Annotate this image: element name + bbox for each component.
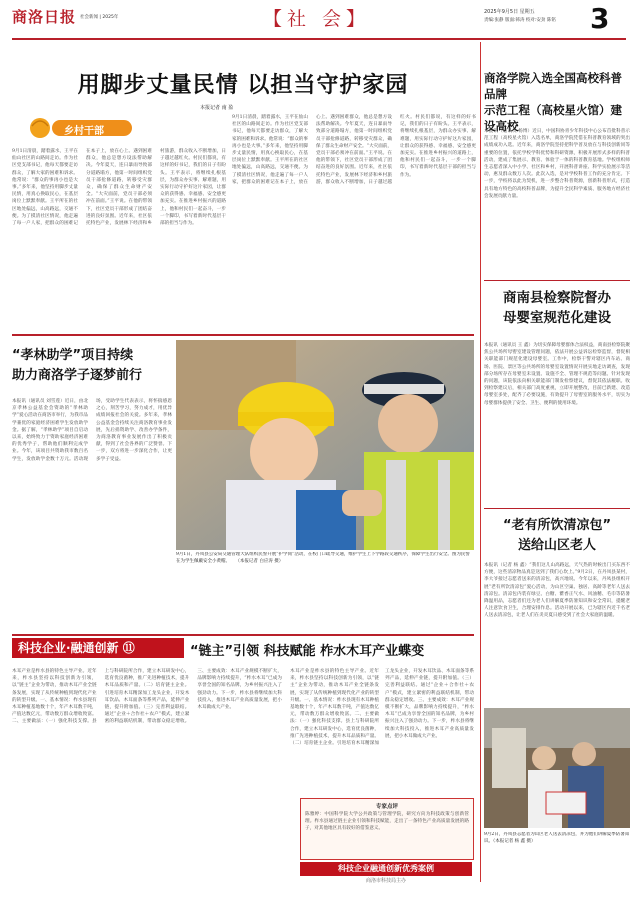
story-tech-body-cont: 木耳产业是柞水县的特色主导产业。近年来，柞水县坚持以科技创新为引领，以“链主”企业为带动，推动木耳产业全链条发展，实现了从传统种植到现代化产业的转型升级。一、基本情况：柞水县现有木耳种植基地数十个，年产木耳数千吨，产值达数亿元，带动数万群众增收致富。二、主要做法：（一）强化科技支撑。县上与科研院所合作，建立木耳研发中心，选育优良菌种，推广先进种植技术，提升木耳品质和产量。（二）培育链主企业。引进培育木耳精深加工龙头企业，开发木耳饮品、木耳面条等系列产品，延伸产业链，提升附加值。（三）完善利益联结。通过“企业＋合作社＋农户”模式，建立紧密的利益联结机制，带动群众稳定增收。三、主要成效：木耳产业规模不断扩大，品牌影响力持续提升，“柞水木耳”已成为享誉全国的知名品牌，为乡村振兴注入了强劲动力。下一步，柞水县将继续加大科技投入，推进木耳产业高质量发展，把小木耳做成大产业。 [290,669,474,747]
expert-body: 陈雅婷：中国科学院大学公共政策与管理学院，研究方向为科技政策与创新管理。柞水县通过链主企业引领和科技赋能，走出了一条特色产业高质量发展的路子，对其他地区具有较好的借鉴意义。 [305,812,469,832]
photo-caption-credit: （本报记者 白应涛 摄） [235,558,284,564]
photo-caption [176,552,474,588]
tech-series-banner [12,638,184,658]
elderly-photo [484,708,630,828]
story-scholarship-body: 本报讯（通讯员 刘雪莲）近日，由北京孝林公益基金会资助的“孝林助学”爱心活动在商洛市举行，为我市品学兼优的家庭经济困难学生发放助学金。据了解，“孝林助学”项目自启动以来，始终致力于资助家庭经济困难的优秀学子，帮助他们顺利完成学业。今年，该项目共资助我市数百名学生，发放助学金数十万元。活动现场，受助学生代表表示，将怀揣感恩之心，刻苦学习，努力成才，用优异成绩回报社会的关爱。多年来，孝林公益基金会持续关注商洛教育事业发展，先后捐资助学、改善办学条件，为商洛教育事业发展作出了积极贡献，得到了社会各界的广泛赞誉。下一步，双方将进一步深化合作，让更多学子受益。 [12,399,172,462]
story-cool-headline [484,516,630,556]
story-scholarship-headline-line1: “孝林助学”项目持续 [12,348,134,363]
story-cool-body: 本报讯（记者 杨 鑫）“我们这儿山高路远，天气热的时候出门买东西不方便，这些清凉物品真是送到了我们心坎上。”9月2日，在丹凤县某村，李大爷接过志愿者送来的清凉包，高兴地说。今年以来，丹凤县组织开展“老有所饮清凉包”爱心活动，为山区空巢、独居、高龄等老年人送去清凉包。清凉包内装有绿豆、白糖、藿香正气水、风油精、毛巾等防暑降温用品，志愿者们还为老人们讲解夏季防暑知识和安全常识，提醒老人注意饮食卫生，合理安排作息。活动开展以来，已为辖区内近千名老人送去清凉包，让老人们在炎炎夏日感受到了社会大家庭的温暖。 [484,563,630,619]
masthead-meta: 社会新闻 | 2025年 [80,15,119,20]
story-procuratorate-headline [484,288,630,328]
traffic-police-photo [176,340,474,550]
story-college-headline-line2: 示范工程（高校星火馆）建设高校 [484,103,622,133]
newspaper-logo: 商洛日报 [12,8,77,26]
story-procuratorate-headline-line1: 商南县检察院督办 [503,290,611,306]
story-scholarship-headline-line2: 助力商洛学子逐梦前行 [12,368,143,383]
story-walk-body-left: 9月1日清晨，踏着露水，王平在仙山社区的山路间走访。作为社区党支部书记，他每天都要走访群众，了解大家的困难和诉求。他常说：“群众的事再小也是大事。”多年来，他坚持用脚步丈量民情，用真心换取民心，在基层岗位上默默奉献。王平所在的社区地处偏远，山高路远，交通不便。为了摸清社区情况，他走遍了每一户人家，把群众的困难记在本子上，放在心上。遇到困难群众，他总是想方设法帮助解决。今年夏天，连日暴雨导致部分道路塌方，他第一时间组织党员干部抢修道路，转移受灾群众，确保了群众生命财产安全。“大灾面前，党员干部必须冲在前面。”王平说。在他的带领下，社区党员干部形成了团结奋进的良好氛围。近年来，社区依托特色产业，发展林下经济和乡村旅游，群众收入不断增加，日子越过越红火。村民们都说，有这样的好书记，我们的日子有盼头。王平表示，将继续扎根基层，为群众办实事、解难题，用实际行动守护好这片家园，让群众的获得感、幸福感、安全感更加充实。在推进乡村振兴的道路上，他和村民们一起奋斗，一步一个脚印，书写着新时代基层干部的担当与作为。 [12,149,226,227]
expert-title: 专家点评 [375,804,398,810]
traffic-police-photo-graphic [176,340,474,550]
issue-date: 2025年9月5日 星期五 [484,9,535,15]
story-tech-headline: “链主”引领 科技赋能 柞水木耳产业蝶变 [190,644,425,659]
story-scholarship-headline [12,346,168,386]
story-cool-headline-line1: “老有所饮清凉包” [502,518,612,533]
elderly-photo-graphic [484,708,630,828]
bottom-banner: 科技企业融通创新优秀案例 [300,862,472,876]
story-procuratorate-headline-line2: 母婴室规范化建设 [503,310,611,326]
expert-comment-box [300,798,474,860]
divider [484,508,630,509]
village-cadre-badge [12,112,140,144]
story-college-headline-line1: 商洛学院入选全国高校科普品牌 [484,71,622,101]
column-divider [480,42,481,882]
divider [484,280,630,281]
story-walk-byline: 本报记者 南 盈 [200,105,234,111]
story-walk-body-right: 9月1日清晨，踏着露水，王平在仙山社区的山路间走访。作为社区党支部书记，他每天都要走访群众，了解大家的困难和诉求。他常说：“群众的事再小也是大事。”多年来，他坚持用脚步丈量民情，用真心换取民心，在基层岗位上默默奉献。王平所在的社区地处偏远，山高路远，交通不便。为了摸清社区情况，他走遍了每一户人家，把群众的困难记在本子上，放在心上。遇到困难群众，他总是想方设法帮助解决。今年夏天，连日暴雨导致部分道路塌方，他第一时间组织党员干部抢修道路，转移受灾群众，确保了群众生命财产安全。“大灾面前，党员干部必须冲在前面。”王平说。在他的带领下，社区党员干部形成了团结奋进的良好氛围。近年来，社区依托特色产业，发展林下经济和乡村旅游，群众收入不断增加，日子越过越红火。村民们都说，有这样的好书记，我们的日子有盼头。王平表示，将继续扎根基层，为群众办实事、解难题，用实际行动守护好这片家园，让群众的获得感、幸福感、安全感更加充实。在推进乡村振兴的道路上，他和村民们一起奋斗，一步一个脚印，书写着新时代基层干部的担当与作为。 [232,115,476,185]
story-cool-caption: 9月2日，丹凤县志愿者为山区老人送去清凉包，并为他们讲解夏季防暑知识。（本报记者 杨 鑫 摄） [484,832,630,844]
divider [12,334,474,336]
photo-caption-text: 9月1日，丹凤县公安局交通管理大队组织民警开展“护学岗”活动，在校门口疏导交通，维护学生上下学路段交通秩序，保障学生出行安全。图为民警在为学生佩戴安全小黄帽。 [176,552,470,564]
divider [12,634,474,636]
story-college-headline [484,70,630,134]
story-procuratorate-body: 本报讯（通讯员 王 鑫）为切实保障母婴群体合法权益，商南县检察院聚焦公共场所母婴室建设管理问题，依法开展公益诉讼检察监督，督促相关职能部门规范化建设母婴室。工作中，检察干警对辖区内车站、商场、医院、景区等公共场所的母婴室设置情况开展实地走访调查，发现部分场所存在母婴室未设置、设施不全、管理不规范等问题。针对发现的问题，该院依法向相关职能部门制发检察建议，督促其依法履职。收到检察建议后，相关部门高度重视，立即开展整改，目前已新建、改造母婴室多处，配齐了必要设施，有效提升了母婴室的服务水平，切实为母婴群体提供了安全、卫生、便利的使用环境。 [484,343,630,406]
page-number: 3 [590,2,610,35]
story-cool-headline-line2: 送给山区老人 [517,538,596,553]
tech-banner-label: 科技企业·融通创新 [18,641,119,655]
tech-banner-number: ⑪ [122,641,135,655]
editor-line: 责编:张静 版面:韩涛 校对:安劲 陈铭 [484,18,556,23]
section-title: 【社 会】 [263,8,371,30]
story-college-body: 本报讯（通讯员 杨博）近日，中国科协青少年科技中心公布首批科普示范工程（高校星火馆）入选名单，商洛学院凭借在科普教育领域的突出成绩成功入选。近年来，商洛学院坚持把科学普及放在与科技创新同等重要的位置，依托学校学科优势和科研资源，积极开展形式多样的科普活动，建成了集展示、教育、体验于一体的科普教育基地。学校组织师生志愿者深入中小学、社区和乡村，开展科普讲座、科学实验展示等活动，惠及群众数万人次。此次入选，是对学校科普工作的充分肯定。下一步，学校将以此为契机，进一步整合科普资源，创新科普形式，打造具有地方特色的高校科普品牌，为提升全民科学素质、服务地方经济社会发展贡献力量。 [484,129,630,199]
badge-label: 乡村干部 [64,126,104,137]
bottom-banner-subtitle: 商洛市科技局主办 [365,878,406,884]
story-walk-headline: 用脚步丈量民情 以担当守护家园 [77,73,409,98]
masthead-rule [12,38,626,40]
story-tech-body: 木耳产业是柞水县的特色主导产业。近年来，柞水县坚持以科技创新为引领，以“链主”企业为带动，推动木耳产业全链条发展，实现了从传统种植到现代化产业的转型升级。一、基本情况：柞水县现有木耳种植基地数十个，年产木耳数千吨，产值达数亿元，带动数万群众增收致富。二、主要做法：（一）强化科技支撑。县上与科研院所合作，建立木耳研发中心，选育优良菌种，推广先进种植技术，提升木耳品质和产量。（二）培育链主企业。引进培育木耳精深加工龙头企业，开发木耳饮品、木耳面条等系列产品，延伸产业链，提升附加值。（三）完善利益联结。通过“企业＋合作社＋农户”模式，建立紧密的利益联结机制，带动群众稳定增收。三、主要成效：木耳产业规模不断扩大，品牌影响力持续提升，“柞水木耳”已成为享誉全国的知名品牌，为乡村振兴注入了强劲动力。下一步，柞水县将继续加大科技投入，推进木耳产业高质量发展，把小木耳做成大产业。 [12,669,282,725]
